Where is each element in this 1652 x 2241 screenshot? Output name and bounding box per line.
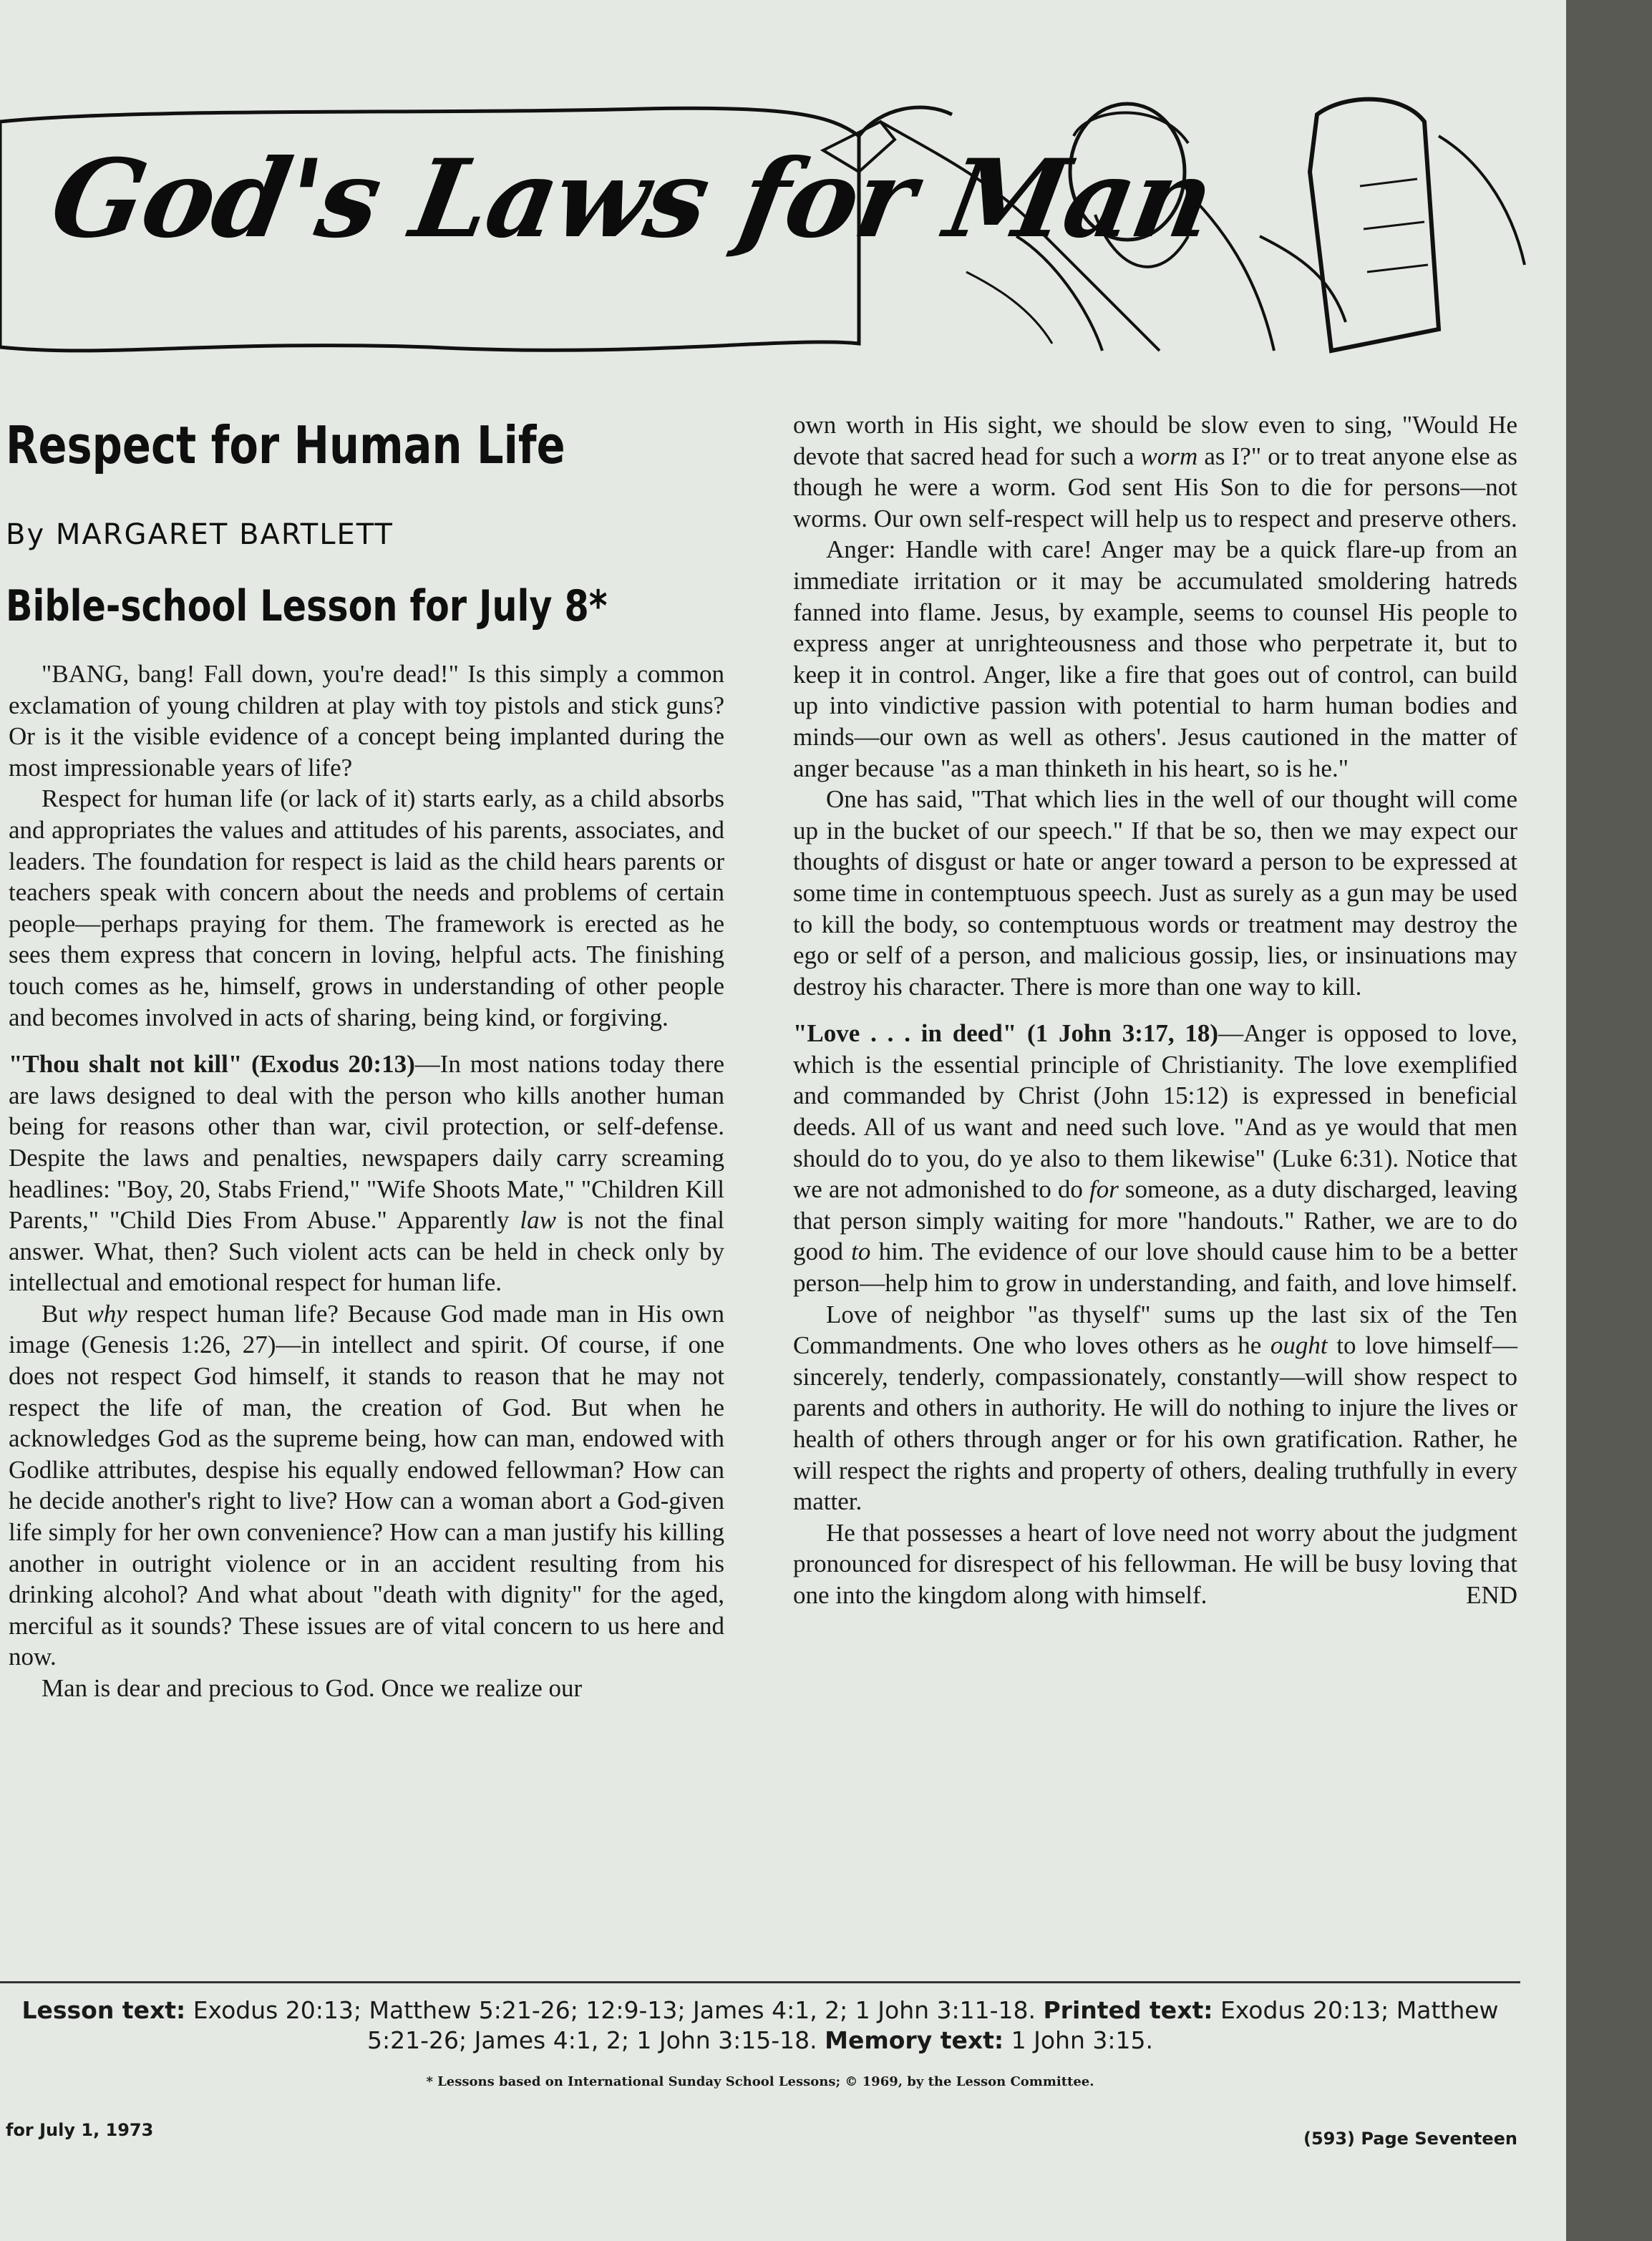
banner-title: God's Laws for Man xyxy=(42,136,1222,262)
section-paragraph: "Thou shalt not kill" (Exodus 20:13)—In most nations today there are laws designed to deal with the person who kills another human being for reasons other than war, civil protection, or self-defense. Despite the laws and penalties, newspapers daily carry screaming headlines: "Boy, 20, Stabs Friend," "Wife Shoots Mate," "Children Kill Parents," "Child Dies From Abuse." Apparently law is not the final answer. What, then? Such violent acts can be held in check only by intellectual and emotional respect for human life. xyxy=(9,1050,724,1297)
right-column xyxy=(793,409,1517,1611)
paragraph: Love of neighbor "as thyself" sums up the last six of the Ten Commandments. One who loves others as he ought to love himself—sincerely, tenderly, compassionately, constantly—will show respect to parents and others in authority. He will do nothing to injure the lives or health of others through anger or for his own gratification. Rather, he will respect the rights and property of others, dealing truthfully in every matter. xyxy=(793,1300,1518,1516)
paragraph: Man is dear and precious to God. Once we realize our xyxy=(42,1674,583,1702)
paragraph: But why respect human life? Because God made man in His own image (Genesis 1:26, 27)—in intellect and spirit. Of course, if one does not respect God himself, it stands to reason that he may not respect the life of man, the creation of God. But when he acknowledges God as the supreme being, how can man, endowed with Godlike attributes, despise his equally endowed fellowman? How can he decide another's right to live? How can a woman abort a God-given life simply for her own convenience? How can a man justify his killing another in outright violence or in an accident resulting from his drinking alcohol? And what about "death with dignity" for the aged, merciful as it sounds? These issues are of vital concern to us here and now. xyxy=(9,1299,724,1671)
lesson-references: Lesson text: Exodus 20:13; Matthew 5:21-26; 12:9-13; James 4:1, 2; 1 John 3:11-18. Printed text: Exodus 20:13; Matthew 5:21-26; James 4:1, 2; 1 John 3:15-18. Memory text: 1 John 3:15. xyxy=(21,1996,1499,2054)
binding-gutter xyxy=(1566,0,1652,2241)
end-mark: END xyxy=(1466,1580,1517,1609)
section-lead: "Thou shalt not kill" (Exodus 20:13) xyxy=(9,1050,415,1079)
section-paragraph: "Love . . . in deed" (1 John 3:17, 18)—Anger is opposed to love, which is the essential principle of Christianity. The love exemplified and commanded by Christ (John 15:12) is expressed in beneficial deeds. All of us want and need such love. "And as ye would that men should do to you, do ye also to them likewise" (Luke 6:31). Notice that we are not admonished to do for someone, as a duty discharged, leaving that person simply waiting for more "handouts." Rather, we are to do good to him. The evidence of our love should cause him to be a better person—help him to grow in understanding, and faith, and love himself. xyxy=(793,1019,1517,1298)
byline: By MARGARET BARTLETT xyxy=(6,518,394,551)
article-title: Respect for Human Life xyxy=(6,415,565,475)
page-number: (593) Page Seventeen xyxy=(1303,2129,1517,2149)
paragraph: One has said, "That which lies in the well of our thought will come up in the bucket of our speech." If that be so, then we may expect our thoughts of disgust or hate or anger toward a person to be expressed at some time in contemptuous speech. Just as surely as a gun may be used to kill the body, so contemptuous words or treatment may destroy the ego or self of a person, and malicious gossip, lies, or insinuations may destroy his character. There is more than one way to kill. xyxy=(793,785,1517,1001)
footnote: * Lessons based on International Sunday School Lessons; © 1969, by the Lesson Committee. xyxy=(426,2074,1094,2089)
paragraph: own worth in His sight, we should be slow even to sing, "Would He devote that sacred head for such a worm as I?" or to treat anyone else as though he were a worm. God sent His Son to die for persons—not worms. Our own self-respect will help us to respect and preserve others. xyxy=(793,411,1517,533)
paragraph: Respect for human life (or lack of it) starts early, as a child absorbs and appropriates the values and attitudes of his parents, associates, and leaders. The foundation for respect is laid as the child hears parents or teachers speak with concern about the needs and problems of certain people—perhaps praying for them. The framework is erected as he sees them express that concern in loving, helpful acts. The finishing touch comes as he, himself, grows in understanding of other people and becomes involved in acts of sharing, being kind, or forgiving. xyxy=(9,784,724,1031)
divider xyxy=(0,1981,1520,1983)
section-lead: "Love . . . in deed" (1 John 3:17, 18) xyxy=(793,1019,1219,1048)
paragraph: "BANG, bang! Fall down, you're dead!" Is this simply a common exclamation of young children at play with toy pistols and stick guns? Or is it the visible evidence of a concept being implanted during the most impressionable years of life? xyxy=(9,660,724,782)
left-column xyxy=(0,658,724,1704)
lesson-heading: Bible-school Lesson for July 8* xyxy=(6,581,608,631)
issue-date: for July 1, 1973 xyxy=(6,2120,154,2140)
paragraph: He that possesses a heart of love need not worry about the judgment pronounced for disrespect of his fellowman. He will be busy loving that one into the kingdom along with himself. END xyxy=(793,1517,1517,1611)
paragraph: Anger: Handle with care! Anger may be a quick flare-up from an immediate irritation or it may be accumulated smoldering hatreds fanned into flame. Jesus, by example, seems to counsel His people to express anger at unrighteousness and those who perpetrate it, but to keep it in control. Anger, like a fire that goes out of control, can build up into vindictive passion with potential to harm human bodies and minds—our own as well as others'. Jesus cautioned in the matter of anger because "as a man thinketh in his heart, so is he." xyxy=(793,535,1517,782)
